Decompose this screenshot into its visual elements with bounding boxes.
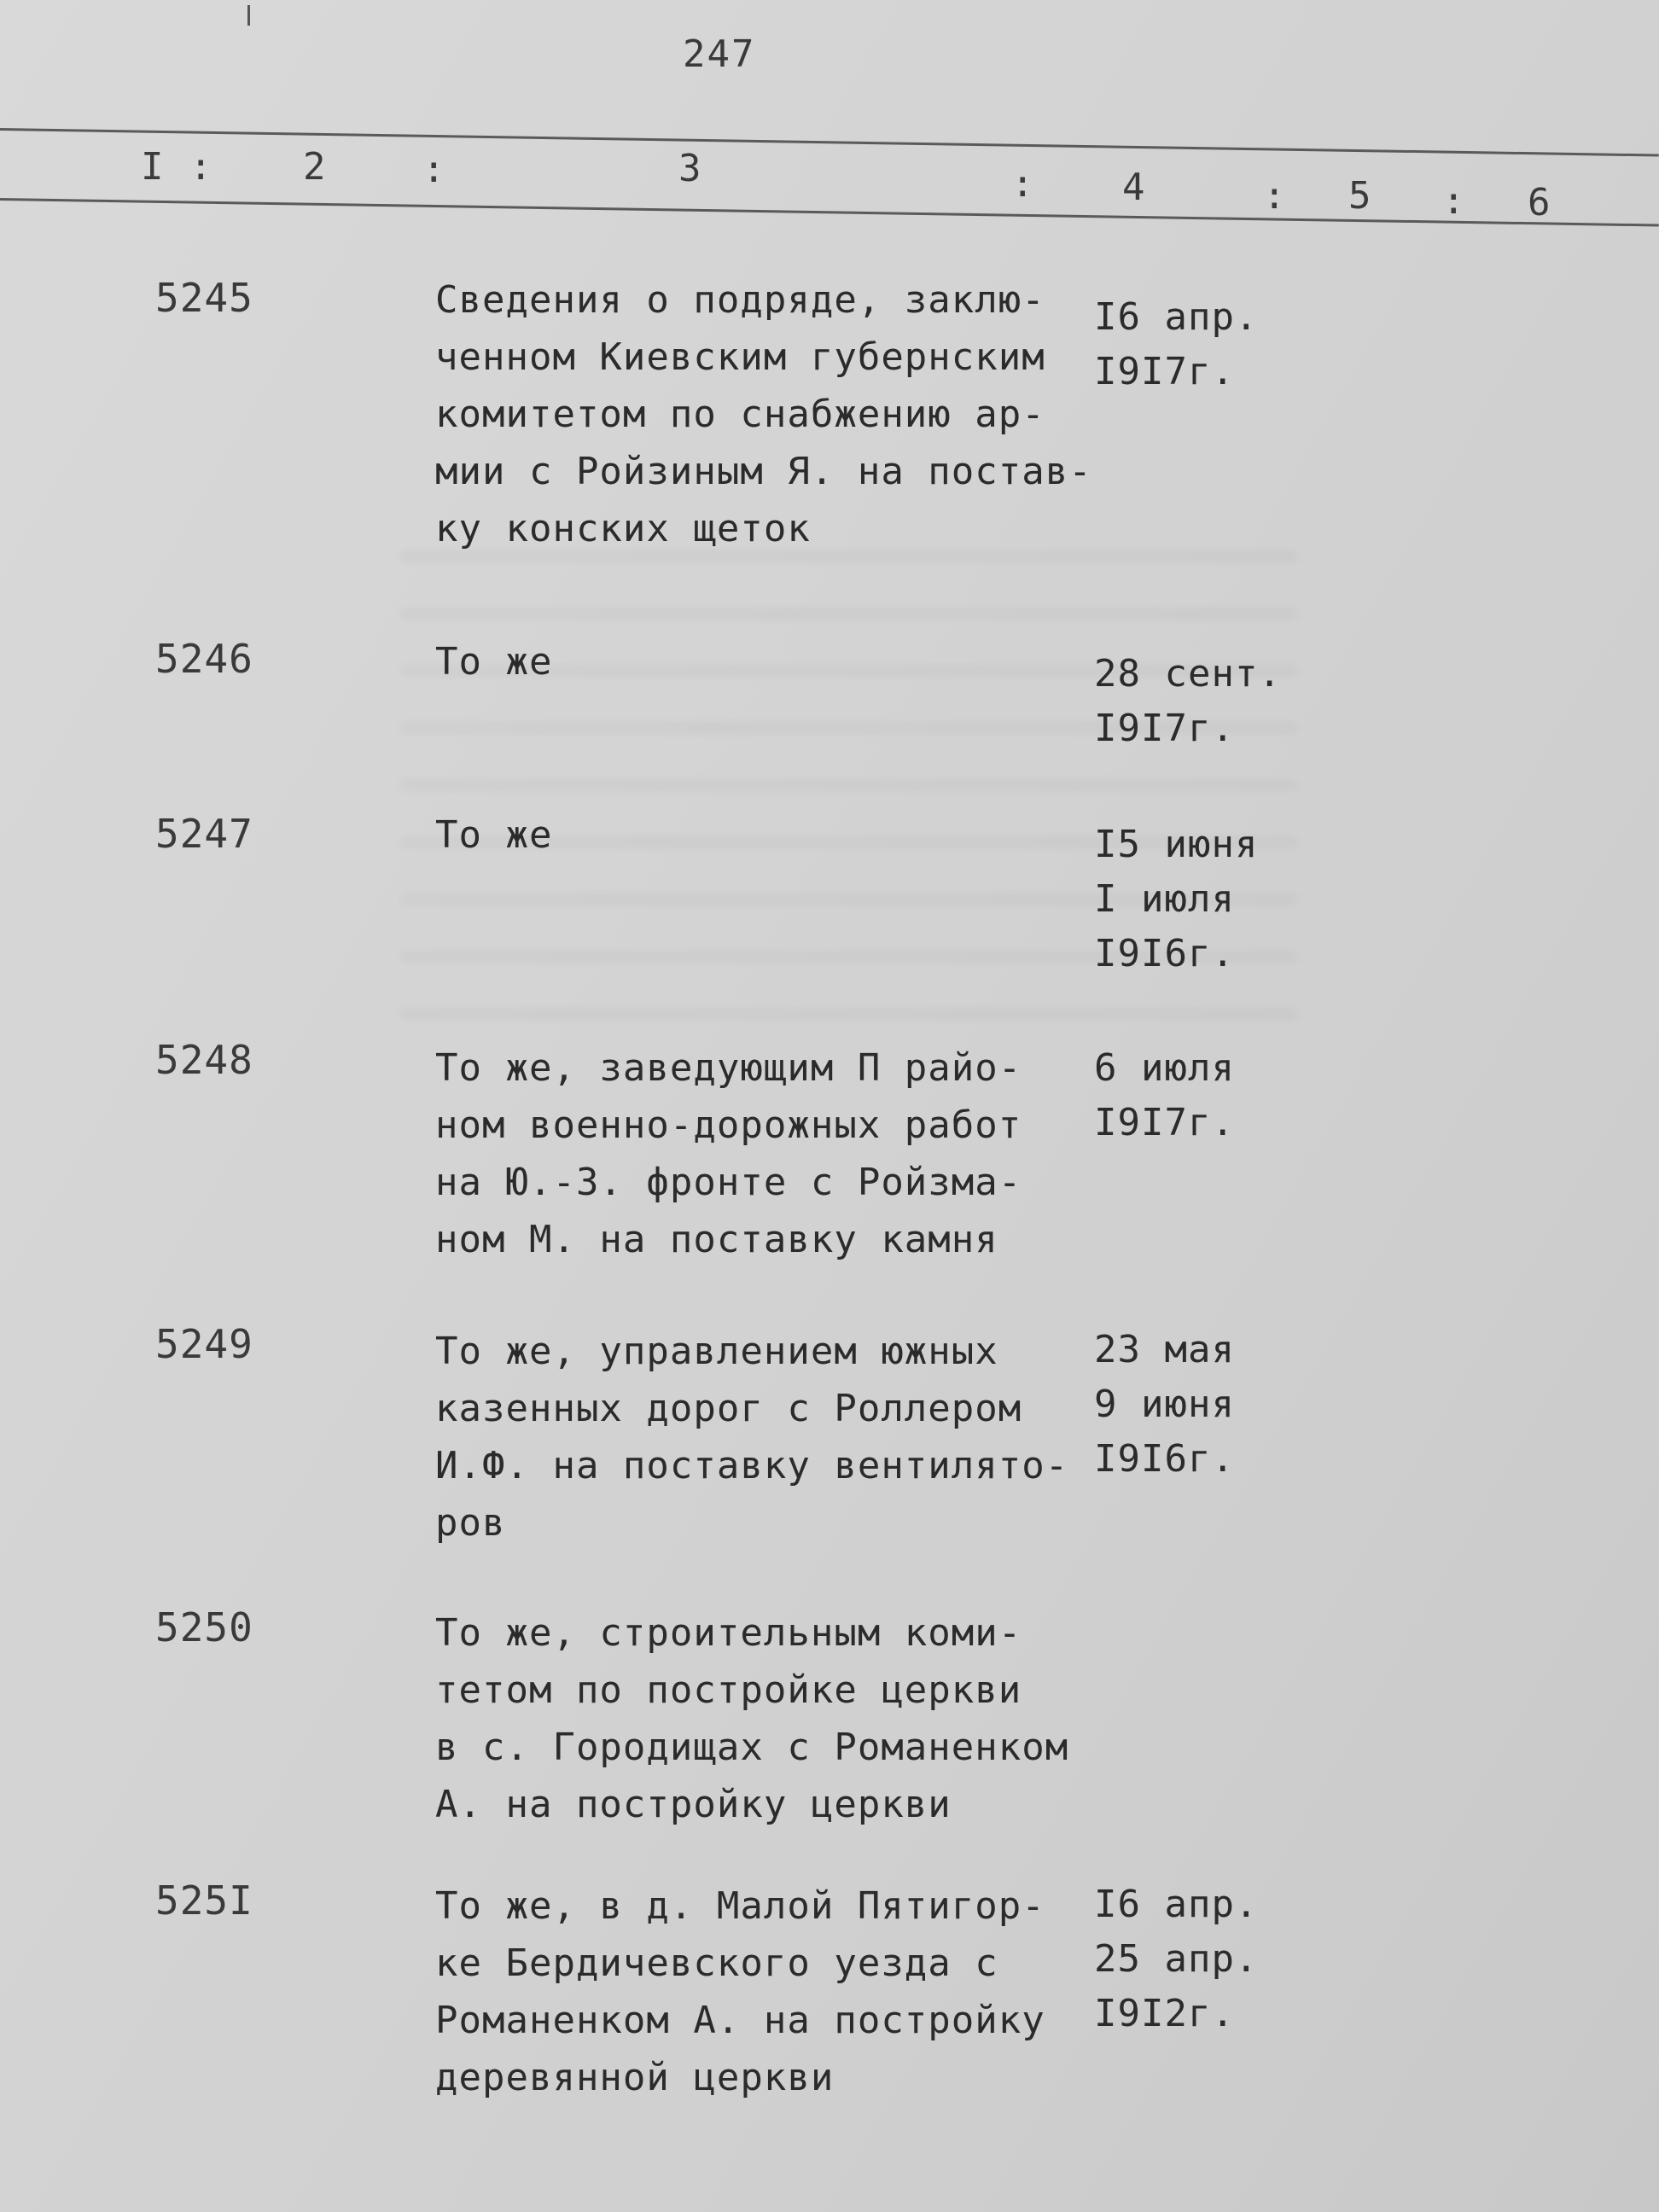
description-line: тетом по постройке церкви [435,1668,1022,1712]
column-header-separator: : [422,148,445,191]
pen-mark [247,5,250,26]
entry-description [435,1877,1118,2106]
description-line: ном М. на поставку камня [435,1218,998,1261]
header-rule-bottom [0,198,1659,227]
date-line: 9 июня [1094,1382,1235,1426]
description-line: в с. Городищах с Романенком [435,1726,1069,1769]
column-header-separator: : [189,145,212,189]
description-line: ке Бердичевского уезда с [435,1941,998,1985]
entry-dates [1094,290,1258,399]
description-line: ку конских щеток [435,507,811,550]
column-header-separator: : [1263,174,1286,218]
description-line: деревянной церкви [435,2056,835,2099]
entry-description [435,1323,1118,1551]
date-line: 23 мая [1094,1328,1235,1371]
description-line: мии с Ройзиным Я. на постав- [435,450,1092,493]
entry-id: 5245 [155,275,253,321]
entry-description [435,1039,1118,1268]
header-rule-top [0,128,1659,157]
description-line: И.Ф. на поставку вентилято- [435,1444,1069,1487]
description-line: То же, управлением южных [435,1330,998,1373]
column-header-6: 6 [1528,181,1551,224]
entry-dates [1094,1323,1235,1487]
date-line: I9I6г. [1094,932,1235,975]
date-line: I9I7г. [1094,1101,1235,1144]
date-line: I9I7г. [1094,707,1235,750]
description-line: ченном Киевским губернским [435,335,1045,379]
entry-dates [1094,818,1258,981]
page-number: 247 [683,32,756,76]
column-header-2: 2 [303,145,326,189]
date-line: I6 апр. [1094,1883,1259,1926]
entry-id: 5246 [155,636,253,682]
column-header-3: 3 [678,147,701,190]
entry-description [435,633,1118,690]
date-line: 28 сент. [1094,652,1282,696]
entry-id: 5250 [155,1604,253,1650]
column-header-5: 5 [1348,174,1371,218]
entry-dates [1094,647,1282,756]
description-line: То же [435,813,553,857]
entry-id: 5248 [155,1037,253,1083]
date-line: 6 июля [1094,1046,1235,1090]
description-line: на Ю.-З. фронте с Ройзма- [435,1161,1022,1204]
description-line: казенных дорог с Роллером [435,1387,1022,1430]
entry-dates [1094,1041,1235,1150]
date-line: I9I2г. [1094,1992,1235,2035]
date-line: I9I7г. [1094,350,1235,393]
date-line: I6 апр. [1094,295,1259,339]
entry-id: 5247 [155,811,253,857]
description-line: То же [435,640,553,684]
entry-description [435,1604,1118,1833]
entry-id: 5249 [155,1321,253,1367]
description-line: Сведения о подряде, заклю- [435,278,1045,322]
description-line: То же, строительным коми- [435,1611,1022,1655]
entry-id: 525I [155,1877,253,1924]
column-header-separator: : [1442,179,1465,223]
description-line: комитетом по снабжению ар- [435,393,1045,436]
bleed-through-text [401,546,1297,1058]
description-line: То же, заведующим П райо- [435,1046,1022,1090]
date-line: I июля [1094,877,1235,921]
date-line: I9I6г. [1094,1437,1235,1481]
column-header-4: 4 [1122,166,1145,209]
description-line: Романенком А. на постройку [435,1999,1045,2042]
entry-dates [1094,1877,1258,2041]
description-line: А. на постройку церкви [435,1783,952,1826]
date-line: 25 апр. [1094,1937,1259,1981]
column-header-1: I [141,145,164,189]
description-line: ров [435,1501,506,1545]
column-header-separator: : [1011,162,1034,206]
description-line: ном военно-дорожных работ [435,1103,1022,1147]
description-line: То же, в д. Малой Пятигор- [435,1884,1045,1928]
entry-description [435,806,1118,864]
date-line: I5 июня [1094,823,1259,866]
entry-description [435,271,1118,557]
